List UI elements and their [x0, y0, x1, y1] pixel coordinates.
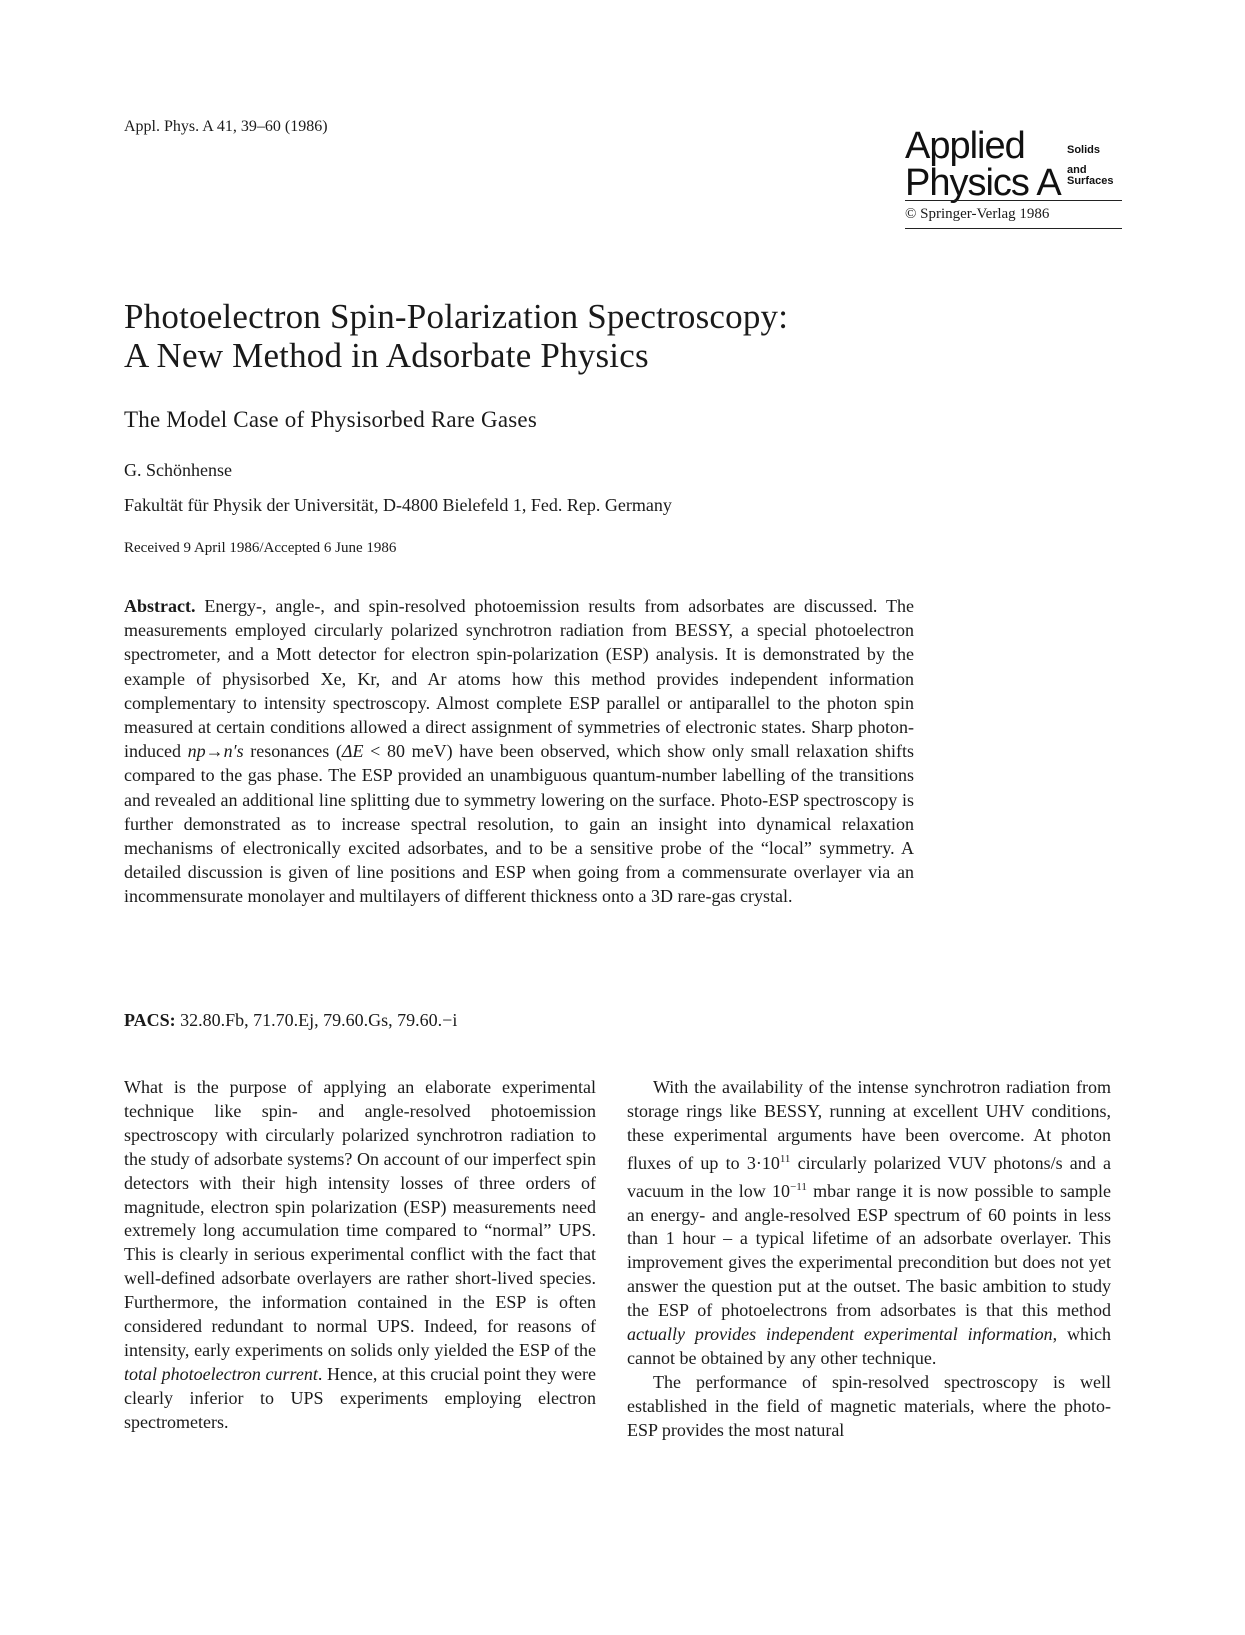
- logo-tag-and: and: [1067, 164, 1087, 176]
- logo-divider-bottom: [905, 228, 1122, 229]
- body-text-2d: , which cannot be obtained by any other technique.: [627, 1324, 1111, 1368]
- body-text-2c: mbar range it is now possible to sample an energy- and angle-resolved ESP spectrum of 60 points in less than 1 hour – a typical lifetime of an adsorbate overlayer. This improvement gives the experimental precondition but does not yet answer the question put at the outset. The basic ambition to study the ESP of photoelectrons from adsorbates is that this method: [627, 1180, 1111, 1321]
- author-affiliation: Fakultät für Physik der Universität, D-4800 Bielefeld 1, Fed. Rep. Germany: [124, 495, 672, 515]
- body-paragraph-1: [124, 1076, 596, 1435]
- journal-logo: [905, 125, 1122, 222]
- body-text-2b: circularly polarized VUV photons/s and a vacuum in the low 10: [627, 1152, 1111, 1201]
- body-text-2-italic: actually provides independent experimental information: [627, 1324, 1053, 1345]
- logo-divider-top: [905, 200, 1122, 201]
- author-name: G. Schönhense: [124, 460, 232, 480]
- title-line-2: A New Method in Adsorbate Physics: [124, 336, 649, 375]
- body-paragraph-2: [627, 1076, 1111, 1371]
- logo-word-physics: Physics A: [905, 162, 1061, 204]
- pacs-label: PACS:: [124, 1010, 176, 1030]
- logo-row-1: [905, 125, 1122, 167]
- abstract-paragraph: [124, 594, 914, 909]
- body-paragraph-3: The performance of spin-resolved spectroscopy is well established in the field of magnetic materials, where the photo-ESP provides the most natural: [627, 1371, 1111, 1440]
- body-text-2a: With the availability of the intense synchrotron radiation from storage rings like BESSY, running at excellent UHV conditions, these experimental arguments have been overcome. At photon fluxes of up to 3·10: [627, 1077, 1111, 1173]
- received-dates: Received 9 April 1986/Accepted 6 June 1986: [124, 540, 397, 556]
- logo-row-2: [905, 162, 1122, 204]
- pacs-values: 32.80.Fb, 71.70.Ej, 79.60.Gs, 79.60.−i: [175, 1010, 458, 1030]
- publisher-copyright: © Springer-Verlag 1986: [905, 206, 1050, 222]
- abstract-delta-e: ΔE: [341, 741, 364, 762]
- pacs-codes: [124, 1010, 457, 1031]
- abstract-text-b: resonances (: [243, 741, 342, 762]
- body-text-1b: . Hence, at this crucial point they were clearly inferior to UPS experiments employing electron spectrometers.: [124, 1363, 596, 1432]
- journal-citation: Appl. Phys. A 41, 39–60 (1986): [124, 118, 328, 135]
- article-subtitle: The Model Case of Physisorbed Rare Gases: [124, 407, 537, 432]
- abstract-text-a: Energy-, angle-, and spin-resolved photoemission results from adsorbates are discussed. The measurements employed circularly polarized synchrotron radiation from BESSY, a special photoelectron spectrometer, and a Mott detector for electron spin-polarization (ESP) analysis. It is demonstrated by the example of physisorbed Xe, Kr, and Ar atoms how this method provides independent information complementary to intensity spectroscopy. Almost complete ESP parallel or antiparallel to the photon spin measured at certain conditions allowed a direct assignment of symmetries of electronic states. Sharp photon-induced: [124, 596, 914, 762]
- body-column-right: [627, 1076, 1111, 1443]
- logo-tag-surfaces: Surfaces: [1067, 175, 1114, 187]
- exponent-flux: 11: [779, 1152, 791, 1165]
- body-text-1a: What is the purpose of applying an elaborate experimental technique like spin- and angle-resolved photoemission spectroscopy with circularly polarized synchrotron radiation to the study of adsorbate systems? On account of our imperfect spin detectors with their high intensity losses of three orders of magnitude, electron spin polarization (ESP) measurements need extremely long accumulation time compared to “normal” UPS. This is clearly in serious experimental conflict with the fact that well-defined adsorbate overlayers are rather short-lived species. Furthermore, the information contained in the ESP is often considered redundant to normal UPS. Indeed, for reasons of intensity, early experiments on solids only yielded the ESP of the: [124, 1077, 596, 1360]
- logo-tag-solids: Solids: [1067, 144, 1101, 156]
- exponent-vacuum: −11: [790, 1180, 807, 1193]
- logo-word-applied: Applied: [905, 125, 1025, 167]
- abstract-text-c: < 80 meV) have been observed, which show only small relaxation shifts compared to the gas phase. The ESP provided an unambiguous quantum-number labelling of the transitions and revealed an additional line splitting due to symmetry lowering on the surface. Photo-ESP spectroscopy is further demonstrated as to increase spectral resolution, to gain an insight into dynamical relaxation mechanisms of electronically excited adsorbates, and to be a sensitive probe of the “local” symmetry. A detailed discussion is given of line positions and ESP when going from a commensurate overlayer via an incommensurate monolayer and multilayers of different thickness onto a 3D rare-gas crystal.: [124, 741, 914, 907]
- body-column-left: [124, 1076, 596, 1435]
- abstract-resonance: np→n′s: [187, 741, 244, 762]
- article-title: [124, 297, 1024, 375]
- body-text-1-italic: total photoelectron current: [124, 1363, 318, 1384]
- title-line-1: Photoelectron Spin-Polarization Spectroscopy:: [124, 297, 789, 336]
- abstract-label: Abstract.: [124, 596, 196, 616]
